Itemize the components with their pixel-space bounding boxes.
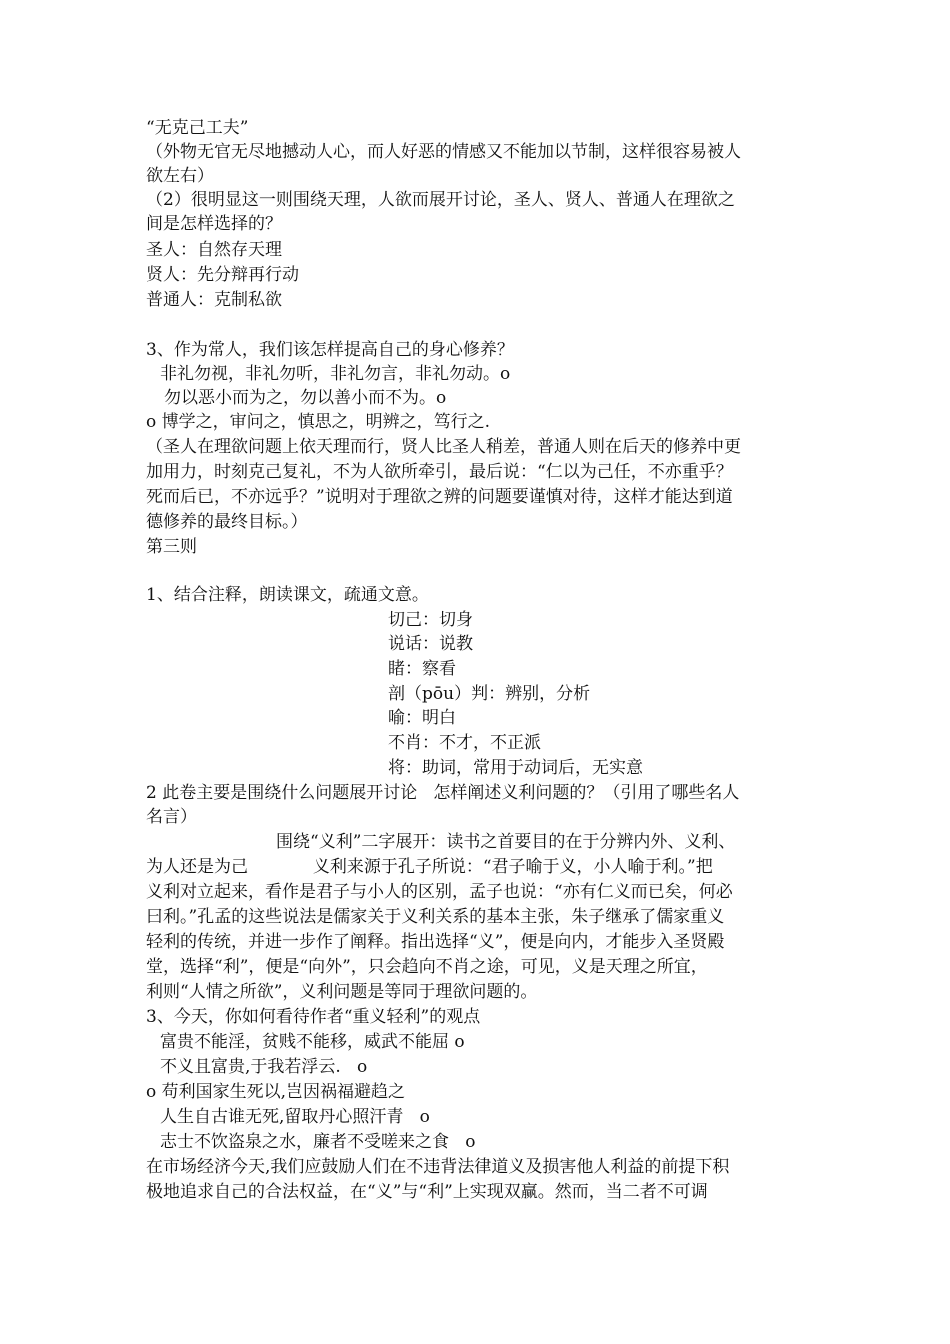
glossary-item: 将：助词，常用于动词后，无实意 (388, 758, 643, 778)
glossary-item: 切己：切身 (388, 610, 473, 630)
question-heading: 2 此卷主要是围绕什么问题展开讨论 怎样阐述义利问题的？（引用了哪些名人 (146, 783, 740, 803)
quote-line: o 苟利国家生死以,岂因祸福避趋之 (146, 1082, 406, 1102)
text-line: 为人还是为己 义利来源于孔子所说：“君子喻于义，小人喻于利。”把 (146, 857, 713, 877)
glossary-item: 不肖：不才，不正派 (388, 733, 541, 753)
glossary-item: 喻：明白 (388, 708, 456, 728)
text-line: 死而后已，不亦远乎？”说明对于理欲之辨的问题要谨慎对待，这样才能达到道 (146, 487, 733, 507)
text-line: 轻利的传统，并进一步作了阐释。指出选择“义”，便是向内，才能步入圣贤殿 (146, 932, 725, 952)
text-line: 堂，选择“利”，便是“向外”，只会趋向不肖之途，可见，义是天理之所宜， (146, 957, 708, 977)
section-heading: 第三则 (146, 537, 197, 557)
text-line: 加用力，时刻克己复礼，不为人欲所牵引，最后说：“仁以为己任，不亦重乎？ (146, 462, 733, 482)
text-line: 义利对立起来，看作是君子与小人的区别，孟子也说：“亦有仁义而已矣，何必 (146, 882, 733, 902)
text-line: 圣人：自然存天理 (146, 240, 282, 260)
question-heading: 3、作为常人，我们该怎样提高自己的身心修养？ (146, 340, 514, 360)
text-line: 利则“人情之所欲”，义利问题是等同于理欲问题的。 (146, 982, 538, 1002)
quote-line: 非礼勿视，非礼勿听，非礼勿言，非礼勿动。o (160, 364, 511, 384)
text-line: 间是怎样选择的？ (146, 214, 282, 234)
text-line: 德修养的最终目标。） (146, 512, 308, 532)
text-line: 欲左右） (146, 166, 214, 186)
question-heading: 3、今天，你如何看待作者“重义轻利”的观点 (146, 1007, 481, 1027)
text-line: 贤人：先分辩再行动 (146, 265, 299, 285)
text-line: “无克己工夫” (146, 118, 249, 138)
quote-line: 富贵不能淫，贫贱不能移，威武不能屈 o (160, 1032, 465, 1052)
text-line: 极地追求自己的合法权益，在“义”与“利”上实现双赢。然而，当二者不可调 (146, 1182, 708, 1202)
text-line: （2）很明显这一则围绕天理，人欲而展开讨论，圣人、贤人、普通人在理欲之 (146, 190, 735, 210)
quote-line: o 博学之，审问之，慎思之，明辨之，笃行之. (146, 412, 491, 432)
text-line: 围绕“义利”二字展开：读书之首要目的在于分辨内外、义利、 (276, 832, 736, 852)
glossary-item: 说话：说教 (388, 634, 473, 654)
text-line: 普通人：克制私欲 (146, 290, 282, 310)
quote-line: 人生自古谁无死,留取丹心照汗青 o (160, 1107, 430, 1127)
text-line: 在市场经济今天,我们应鼓励人们在不违背法律道义及损害他人利益的前提下积 (146, 1157, 730, 1177)
text-line: 名言） (146, 807, 197, 827)
text-line: （外物无官无尽地撼动人心，而人好恶的情感又不能加以节制，这样很容易被人 (146, 142, 741, 162)
question-heading: 1、结合注释，朗读课文，疏通文意。 (146, 585, 429, 605)
quote-line: 勿以恶小而为之，勿以善小而不为。o (164, 388, 447, 408)
quote-line: 不义且富贵,于我若浮云. o (160, 1057, 368, 1077)
glossary-item: 睹：察看 (388, 659, 456, 679)
text-line: 曰利。”孔孟的这些说法是儒家关于义利关系的基本主张，朱子继承了儒家重义 (146, 907, 725, 927)
glossary-item: 剖（pōu）判：辨别，分析 (388, 684, 591, 704)
text-line: （圣人在理欲问题上依天理而行，贤人比圣人稍差，普通人则在后天的修养中更 (146, 437, 741, 457)
quote-line: 志士不饮盗泉之水，廉者不受嗟来之食 o (160, 1132, 476, 1152)
